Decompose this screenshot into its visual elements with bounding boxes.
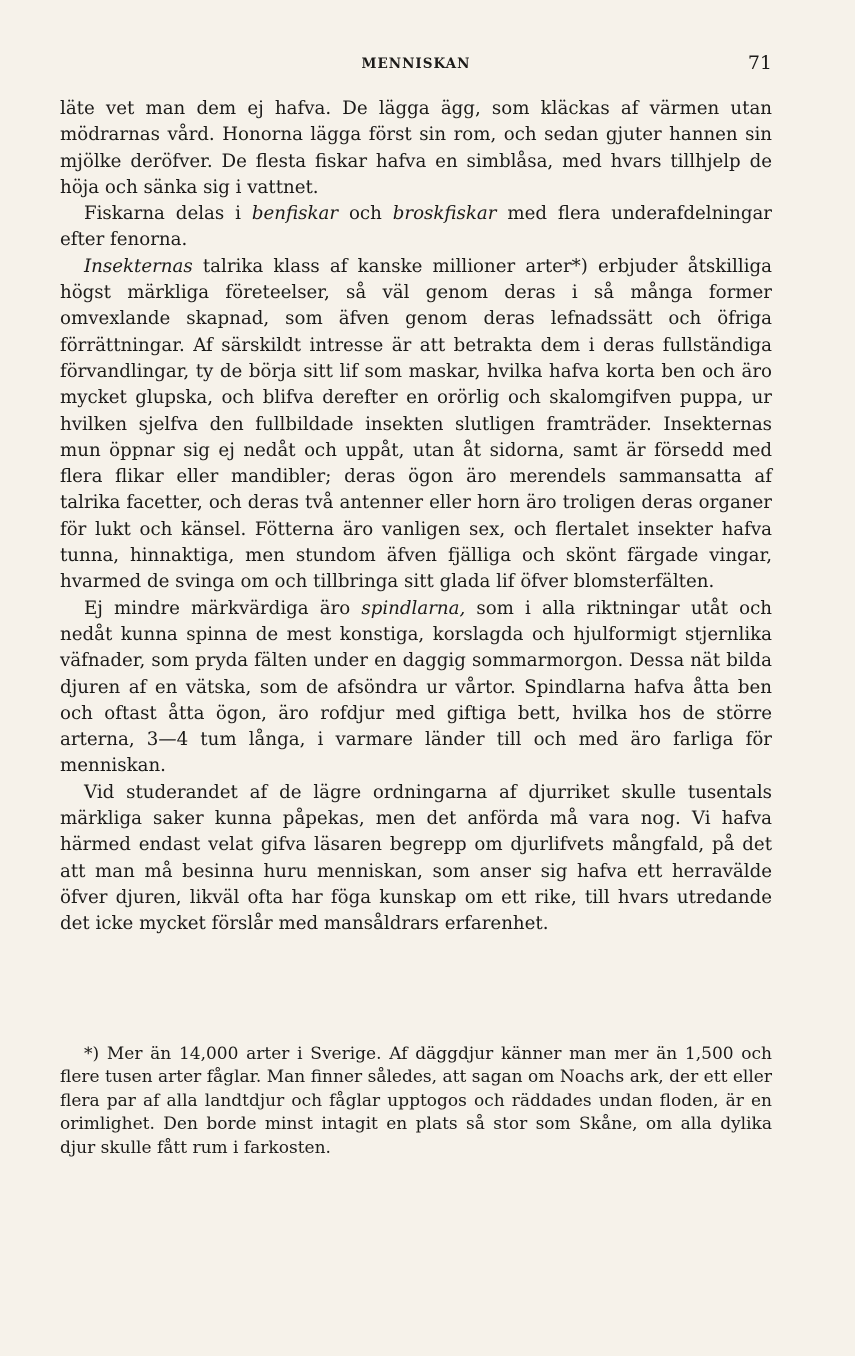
page-header [60,52,772,78]
text-run: talrika klass af kanske millioner arter*) erbjuder åtskilliga högst märkliga företeelser, så väl genom deras i så många former omvexlande skapnad, som äfven genom deras lefnadssätt och öfriga förrättningar. Af särskildt intresse är att betrakta dem i deras fullständiga förvandlingar, ty de börja sitt lif som maskar, hvilka hafva korta ben och äro mycket glupska, och blifva derefter en orörlig och skalomgifven puppa, ur hvilken sjelfva den fullbildade insekten slutligen framträder. Insekternas mun öppnar sig ej nedåt och uppåt, utan åt sidorna, samt är försedd med flera flikar eller mandibler; deras ögon äro merendels sammansatta af talrika facetter, och deras två antenner eller horn äro troligen deras organer för lukt och känsel. Fötterna äro vanligen sex, och flertalet insekter hafva tunna, hinnaktiga, men stundom äfven fjälliga och skönt färgade vingar, hvarmed de svinga om och tillbringa sitt glada lif öfver blomsterfälten. [60,255,772,593]
footnote: *) Mer än 14,000 arter i Sverige. Af däggdjur känner man mer än 1,500 och flere tusen arter fåglar. Man finner således, att sagan om Noachs ark, der ett eller flera par af alla landtdjur och fåglar upptogos och räddades undan floden, är en orimlighet. Den borde minst intagit en plats så stor som Skåne, om alla dylika djur skulle fått rum i farkosten. [60,1044,772,1158]
text-run: som i alla riktningar utåt och nedåt kunna spinna de mest konstiga, korslagda och hjulformigt stjernlika väfnader, som pryda fälten under en daggig sommarmorgon. Dessa nät bilda djuren af en vätska, som de afsöndra ur vårtor. Spindlarna hafva åtta ben och oftast åtta ögon, äro rofdjur med giftiga bett, hvilka hos de större arterna, 3—4 tum långa, i varmare länder till och med äro farliga för menniskan. [60,597,772,777]
text-run: Ej mindre märkvärdiga äro [84,597,362,619]
paragraph-lower-orders: Vid studerandet af de lägre ordningarna af djurriket skulle tusentals märkliga saker kunna påpekas, men det anförda må vara nog. Vi hafva härmed endast velat gifva läsaren begrepp om djurlifvets mångfald, på det att man må besinna huru menniskan, som anser sig hafva ett herravälde öfver djuren, likväl ofta har föga kunskap om ett rike, till hvars utredande det icke mycket förslår med mansåldrars erfarenhet. [60,781,772,935]
paragraph-spiders [60,596,772,780]
main-text [60,96,772,938]
paragraph-fish-reproduction: läte vet man dem ej hafva. De lägga ägg, som kläckas af värmen utan mödrarnas vård. Honorna lägga först sin rom, och sedan gjuter hannen sin mjölke deröfver. De flesta fiskar hafva en simblåsa, med hvars tillhjelp de höja och sänka sig i vattnet. [60,98,772,198]
paragraph-insects [60,254,772,596]
term-benfiskar: benfiskar [251,203,339,225]
term-broskfiskar: broskfiskar [392,203,497,225]
text-run: och [338,203,393,225]
paragraph-fish-classification [60,201,772,254]
text-run: Fiskarna delas i [84,203,252,225]
text-run: med flera underafdelningar efter fenorna. [60,203,772,251]
page-number: 71 [747,52,772,74]
term-insekternas: Insekternas [84,255,193,277]
term-spindlarna: spindlarna, [361,597,466,619]
footnote-area [60,1043,772,1160]
running-head: MENNISKAN [361,56,471,72]
